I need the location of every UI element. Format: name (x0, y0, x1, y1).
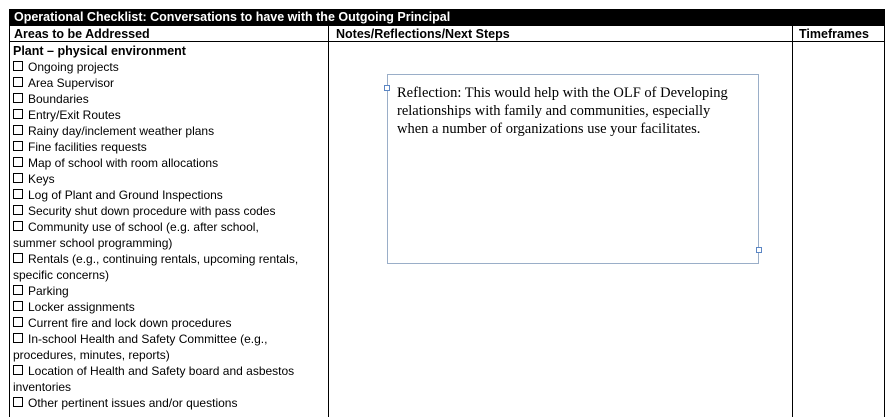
checkbox-icon[interactable] (13, 205, 23, 215)
checkbox-icon[interactable] (13, 333, 23, 343)
checklist-item (13, 331, 325, 363)
reflection-text-box[interactable] (387, 74, 759, 264)
checklist-item-label: Other pertinent issues and/or questions (28, 396, 238, 410)
checklist-item (13, 171, 325, 187)
reflection-line: relationships with family and communities, especially (397, 103, 711, 119)
checklist-item-label: Rainy day/inclement weather plans (28, 124, 215, 138)
checklist-item-label: In-school Health and Safety Committee (e.g., (28, 332, 268, 346)
checkbox-icon[interactable] (13, 141, 23, 151)
checkbox-icon[interactable] (13, 61, 23, 71)
checklist-item (13, 59, 325, 75)
checkbox-icon[interactable] (13, 397, 23, 407)
reflection-line: when a number of organizations use your facilitates. (397, 121, 701, 137)
checkbox-icon[interactable] (13, 365, 23, 375)
checkbox-icon[interactable] (13, 109, 23, 119)
checklist-item (13, 107, 325, 123)
checklist-item (13, 219, 325, 251)
checkbox-icon[interactable] (13, 173, 23, 183)
checklist-item-label: Log of Plant and Ground Inspections (28, 188, 223, 202)
checkbox-icon[interactable] (13, 221, 23, 231)
column-divider-1 (328, 26, 329, 417)
checklist-items (13, 59, 325, 411)
checklist-item-label: summer school programming) (13, 236, 173, 250)
checklist-item-label: Fine facilities requests (28, 140, 147, 154)
checklist-item (13, 283, 325, 299)
checklist-item (13, 75, 325, 91)
header-row (10, 26, 884, 42)
checklist-item-label: Security shut down procedure with pass codes (28, 204, 276, 218)
header-notes: Notes/Reflections/Next Steps (336, 27, 510, 41)
areas-column (13, 43, 325, 411)
checklist-item (13, 91, 325, 107)
checklist-item-label: Entry/Exit Routes (28, 108, 121, 122)
checklist-item-label: Rentals (e.g., continuing rentals, upcoming rentals, (28, 252, 299, 266)
checklist-item (13, 203, 325, 219)
checkbox-icon[interactable] (13, 77, 23, 87)
checklist-item (13, 123, 325, 139)
checklist-item (13, 187, 325, 203)
checklist-item-label: Ongoing projects (28, 60, 119, 74)
header-areas: Areas to be Addressed (14, 27, 150, 41)
checkbox-icon[interactable] (13, 253, 23, 263)
checkbox-icon[interactable] (13, 301, 23, 311)
reflection-text[interactable] (397, 84, 752, 138)
checklist-item-label: Parking (28, 284, 69, 298)
checklist-item-label: Current fire and lock down procedures (28, 316, 232, 330)
checkbox-icon[interactable] (13, 157, 23, 167)
checklist-item-label: specific concerns) (13, 268, 110, 282)
checklist-item (13, 155, 325, 171)
checklist-item-label: Locker assignments (28, 300, 135, 314)
checklist-item (13, 363, 325, 395)
checklist-item-label: inventories (13, 380, 72, 394)
column-divider-2 (792, 26, 793, 417)
checklist-item-label: Boundaries (28, 92, 89, 106)
checklist-item-label: Map of school with room allocations (28, 156, 219, 170)
checklist-item (13, 395, 325, 411)
header-timeframes: Timeframes (799, 27, 869, 41)
checkbox-icon[interactable] (13, 317, 23, 327)
checklist-item (13, 251, 325, 283)
checkbox-icon[interactable] (13, 93, 23, 103)
section-title: Plant – physical environment (13, 44, 186, 58)
checklist-item (13, 299, 325, 315)
checklist-item-label: procedures, minutes, reports) (13, 348, 170, 362)
checklist-item-label: Keys (28, 172, 55, 186)
checkbox-icon[interactable] (13, 125, 23, 135)
table-title: Operational Checklist: Conversations to have with the Outgoing Principal (10, 9, 884, 26)
resize-handle-bottom-right[interactable] (756, 247, 762, 253)
checkbox-icon[interactable] (13, 189, 23, 199)
checklist-item-label: Location of Health and Safety board and asbestos (28, 364, 295, 378)
checklist-item (13, 315, 325, 331)
checklist-item (13, 139, 325, 155)
checklist-item-label: Community use of school (e.g. after school, (28, 220, 259, 234)
checklist-item-label: Area Supervisor (28, 76, 115, 90)
checkbox-icon[interactable] (13, 285, 23, 295)
reflection-line: Reflection: This would help with the OLF of Developing (397, 85, 728, 101)
resize-handle-top-left[interactable] (384, 85, 390, 91)
